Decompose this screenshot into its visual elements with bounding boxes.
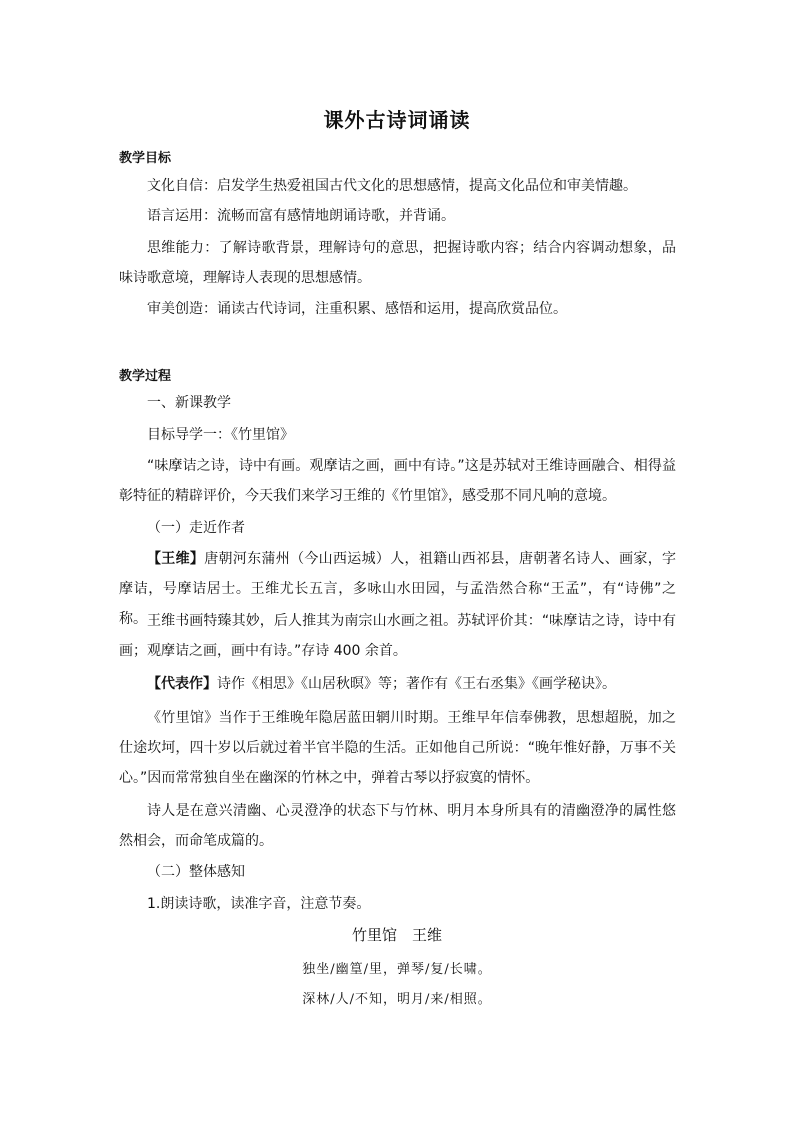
intro-paragraph: “味摩诘之诗，诗中有画。观摩诘之画，画中有诗。”这是苏轼对王维诗画融合、相得益彰特征的精辟评价，今天我们来学习王维的《竹里馆》，感受那不同凡响的意境。 xyxy=(119,458,676,504)
section-new-lesson: 一、新课教学 xyxy=(147,395,231,411)
poem-line-2: 深林/人/不知，明月/来/相照。 xyxy=(302,992,492,1007)
works-text: 诗作《相思》《山居秋暝》等；著作有《王右丞集》《画学秘诀》。 xyxy=(217,676,616,692)
poem-title: 竹里馆 王维 xyxy=(351,926,442,944)
goal-culture: 文化自信：启发学生热爱祖国古代文化的思想感情，提高文化品位和审美情趣。 xyxy=(147,178,637,194)
poem-line-1: 独坐/幽篁/里，弹琴/复/长啸。 xyxy=(302,962,492,977)
works-paragraph xyxy=(119,669,676,699)
works-tag: 【代表作】 xyxy=(147,676,217,692)
sub-overall: （二）整体感知 xyxy=(147,864,245,880)
goal-aesthetic: 审美创造：诵读古代诗词，注重积累、感悟和运用，提高欣赏品位。 xyxy=(147,301,567,317)
poet-paragraph: 诗人是在意兴清幽、心灵澄净的状态下与竹林、明月本身所具有的清幽澄净的属性悠然相会，而命笔成篇的。 xyxy=(119,803,676,849)
author-text: 唐朝河东蒲州（今山西运城）人，祖籍山西祁县，唐朝著名诗人、画家，字摩诘，号摩诘居士。王维尤长五言，多咏山水田园，与孟浩然合称“王孟”，有“诗佛”之称。 xyxy=(119,551,677,627)
author-tag: 【王维】 xyxy=(147,551,205,567)
sub-author: （一）走近作者 xyxy=(147,520,245,536)
background-paragraph: 《竹里馆》当作于王维晚年隐居蓝田辋川时期。王维早年信奉佛教，思想超脱，加之仕途坎坷，四十岁以后就过着半官半隐的生活。正如他自己所说：“晚年惟好静，万事不关心。”因而常常独自坐在幽深的竹林之中，弹着古琴以抒寂寞的情怀。 xyxy=(119,710,676,786)
goals-heading: 教学目标 xyxy=(119,151,172,166)
painting-paragraph: 王维书画特臻其妙，后人推其为南宗山水画之祖。苏轼评价其：“味摩诘之诗，诗中有画；观摩诘之画，画中有诗。”存诗 400 余首。 xyxy=(119,613,676,659)
document-title: 课外古诗词诵读 xyxy=(323,108,471,132)
target-guide-1: 目标导学一：《竹里馆》 xyxy=(147,427,294,443)
step-read-aloud: 1.朗读诗歌，读准字音，注意节奏。 xyxy=(147,896,371,912)
goal-language: 语言运用：流畅而富有感情地朗诵诗歌，并背诵。 xyxy=(147,208,455,224)
process-heading: 教学过程 xyxy=(119,369,172,384)
goal-thinking: 思维能力：了解诗歌背景，理解诗句的意思，把握诗歌内容；结合内容调动想象，品味诗歌意境，理解诗人表现的思想感情。 xyxy=(119,240,676,286)
